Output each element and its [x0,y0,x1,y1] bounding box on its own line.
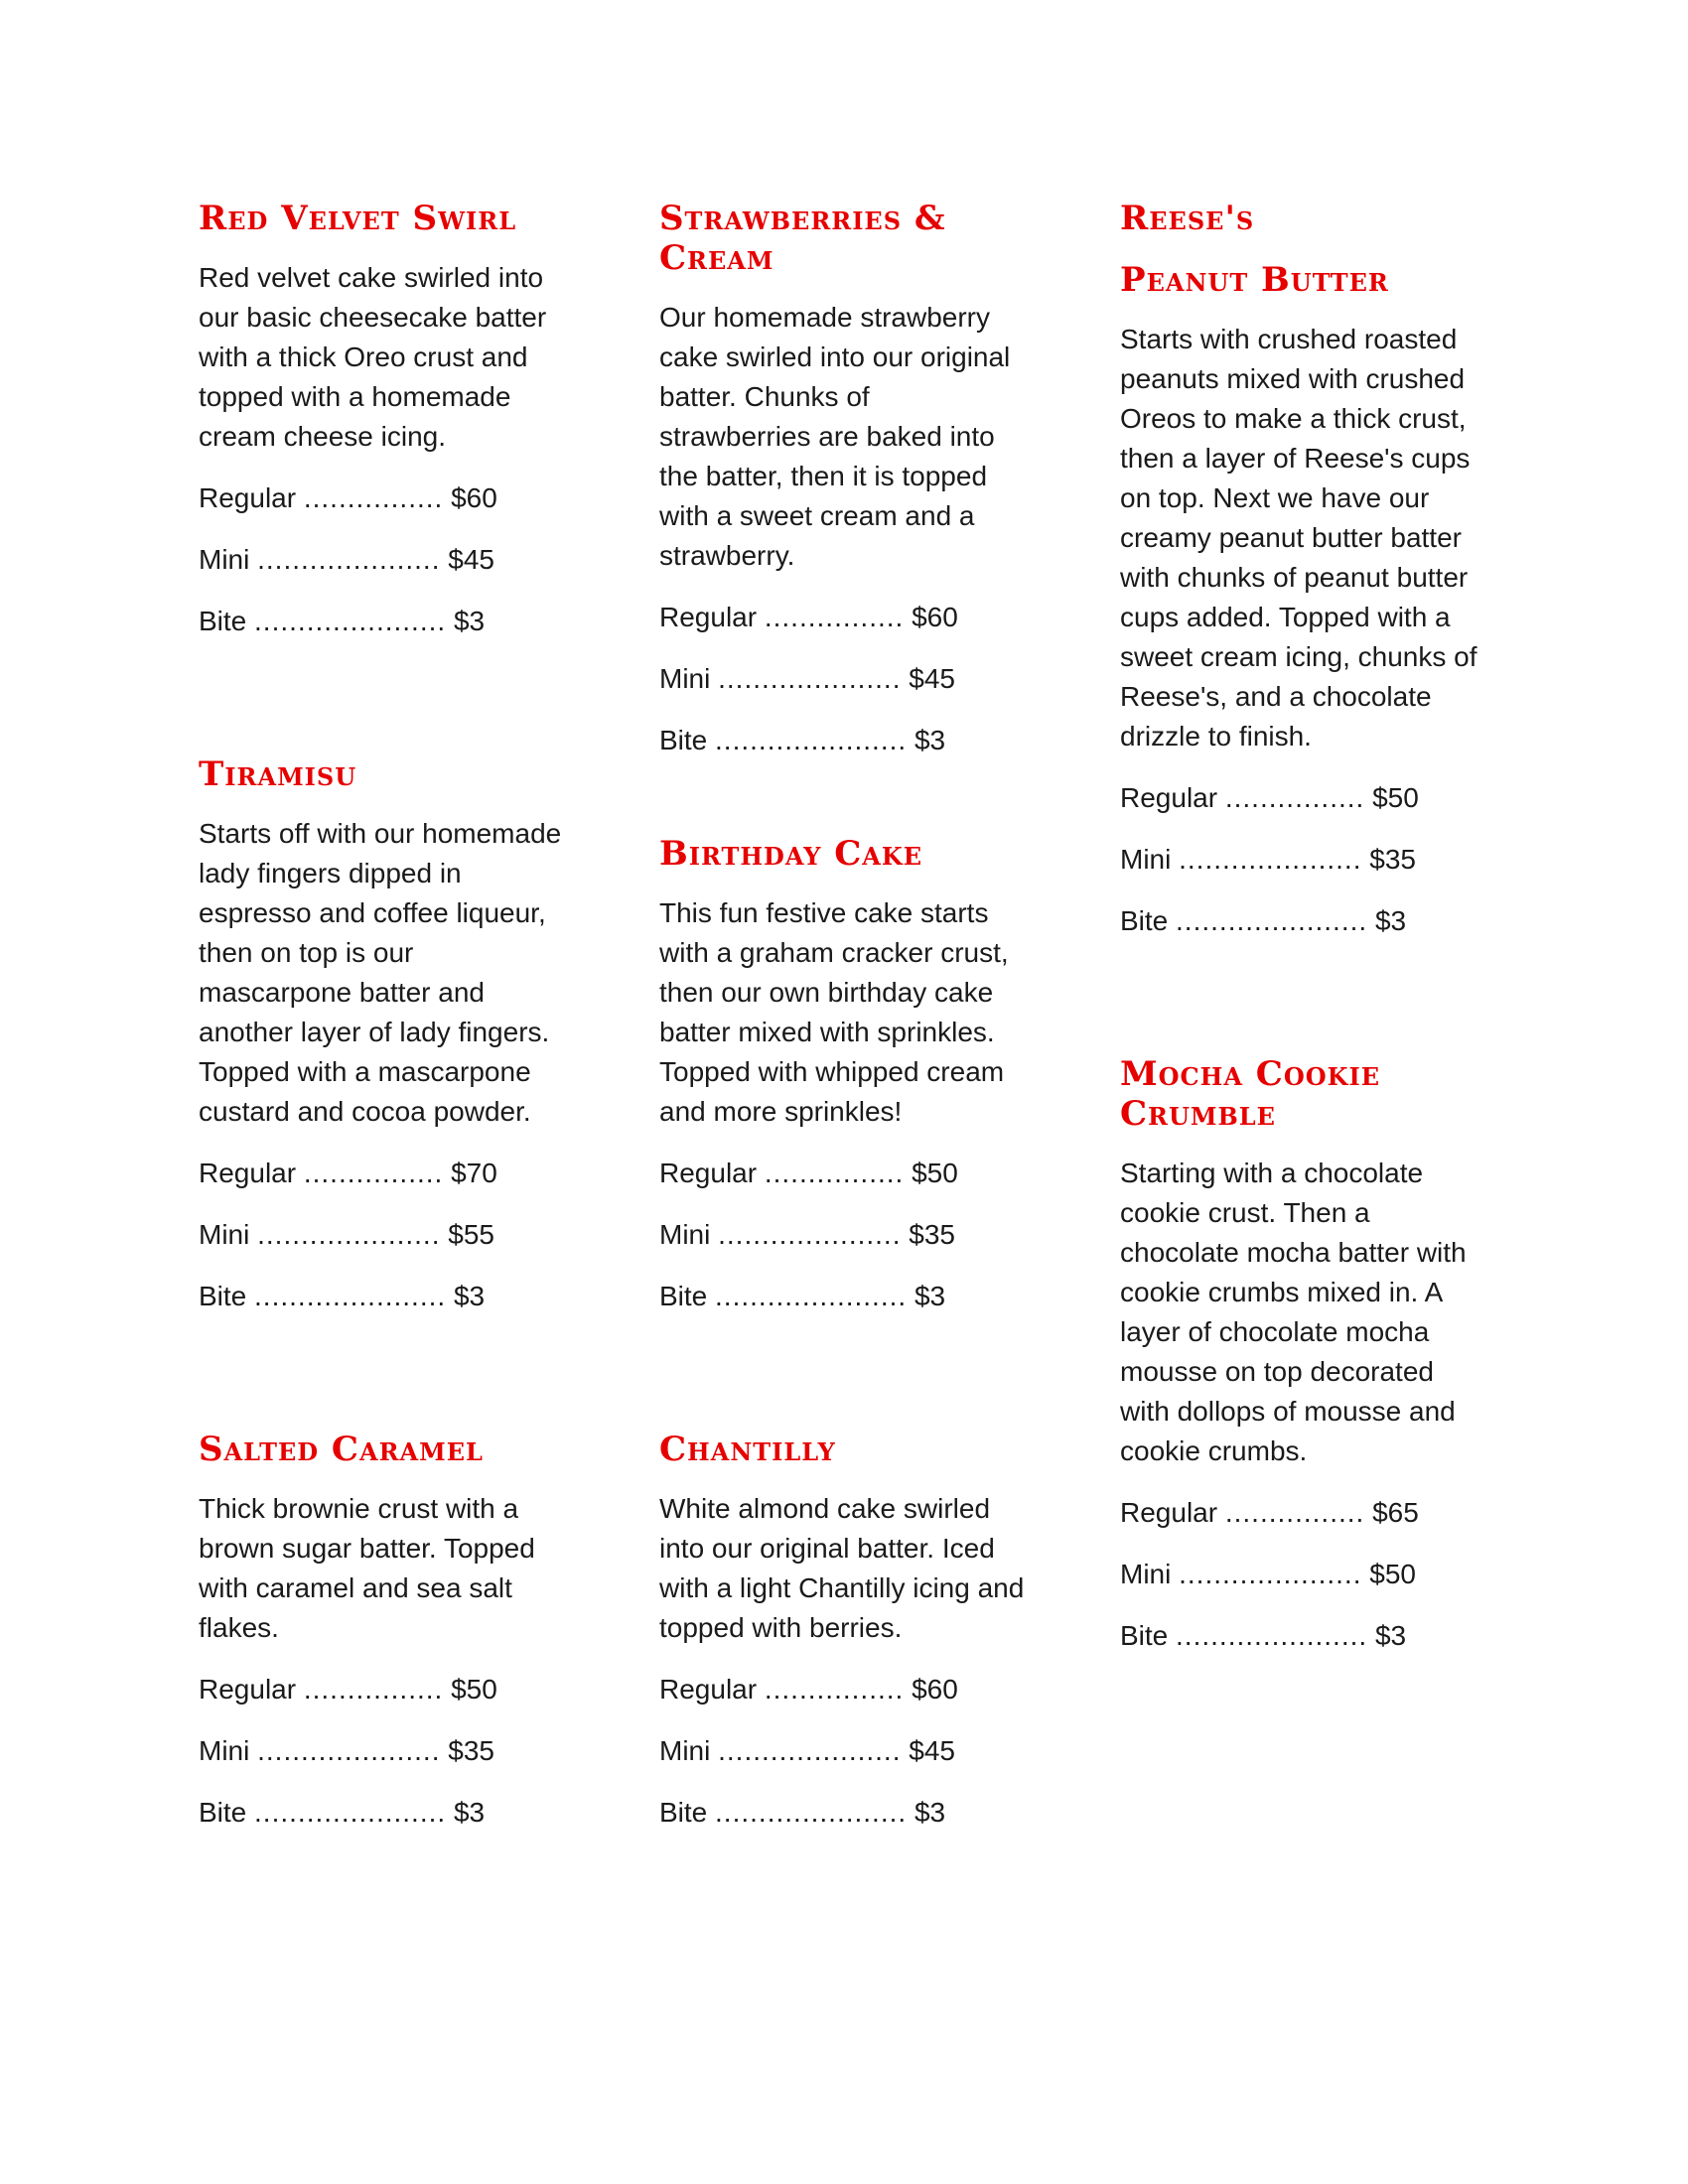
item-title [199,199,566,238]
price-row-bite [659,1793,1027,1833]
price-leader: ................ [1224,782,1365,813]
price-leader: ................ [303,482,444,513]
item-description: Starts with crushed roasted peanuts mixed with crushed Oreos to make a thick crust, then a layer of Reese's cups on top. Next we have our creamy peanut butter batter with chunks of peanut butter cups added. Topped with a sweet cream icing, chunks of Reese's, and a chocolate drizzle to finish. [1120,324,1477,751]
menu-item-chantilly [659,1430,1027,1854]
price-label: Bite [659,1797,708,1828]
price-label: Regular [1120,1497,1218,1528]
price-value: $55 [448,1219,494,1250]
price-leader: ...................... [1176,905,1368,936]
price-list [199,1670,566,1833]
price-list [1120,1493,1487,1656]
item-title-line: Crumble [1120,1094,1276,1134]
price-row-regular [199,1154,566,1193]
price-value: $3 [453,1797,486,1828]
menu-item-reeses-peanut-butter [1120,199,1487,963]
price-row-mini [1120,840,1487,880]
item-title-line: Mocha Cookie [1120,1054,1381,1094]
menu-item-salted-caramel [199,1430,566,1854]
price-leader: ..................... [718,663,902,694]
price-leader: ...................... [715,1797,908,1828]
price-row-regular [659,1670,1027,1709]
price-row-mini [659,659,1027,699]
item-description: Starting with a chocolate cookie crust. Then a chocolate mocha batter with cookie crumbs mixed in. A layer of chocolate mocha mousse on top decorated with dollops of mousse and cookie crumbs. [1120,1158,1467,1466]
item-title [659,1430,1027,1469]
price-label: Regular [199,1674,297,1705]
price-label: Mini [1120,844,1172,875]
price-value: $60 [451,482,497,513]
price-label: Bite [1120,1620,1169,1651]
price-leader: ..................... [718,1219,902,1250]
item-title-line: Birthday Cake [659,834,923,874]
price-leader: ..................... [257,1219,441,1250]
price-row-regular [199,478,566,518]
price-value: $65 [1372,1497,1419,1528]
price-list [199,478,566,641]
price-value: $60 [912,1674,958,1705]
price-label: Regular [659,1158,758,1188]
price-value: $3 [1374,1620,1407,1651]
price-list [659,1154,1027,1316]
price-value: $35 [1369,844,1416,875]
price-label: Mini [199,544,250,575]
price-value: $3 [453,1281,486,1311]
item-description: This fun festive cake starts with a graham cracker crust, then our own birthday cake batter mixed with sprinkles. Topped with whipped cream and more sprinkles! [659,897,1009,1127]
price-value: $3 [453,606,486,636]
item-title-line: Tiramisu [199,754,357,794]
price-value: $50 [1372,782,1419,813]
price-value: $45 [448,544,494,575]
item-title [659,834,1027,874]
price-label: Mini [1120,1559,1172,1589]
price-row-bite [199,602,566,641]
item-title [199,754,566,794]
menu-item-tiramisu [199,754,566,1338]
price-list [1120,778,1487,941]
title-spacer [1120,238,1487,260]
price-label: Regular [659,602,758,632]
item-title-line: Peanut Butter [1120,260,1389,300]
item-title-line: Reese's [1120,199,1255,238]
item-title-line: Red Velvet Swirl [199,199,517,238]
price-leader: ..................... [257,1735,441,1766]
price-leader: ...................... [254,1281,447,1311]
price-leader: ................ [1224,1497,1365,1528]
menu-item-mocha-cookie-crumble [1120,1054,1487,1678]
item-title [199,1430,566,1469]
price-row-regular [659,1154,1027,1193]
item-title [659,199,1027,278]
item-title-line: Salted Caramel [199,1430,484,1469]
price-leader: ..................... [718,1735,902,1766]
price-label: Bite [1120,905,1169,936]
price-label: Bite [199,1281,247,1311]
price-row-regular [659,598,1027,637]
price-row-regular [199,1670,566,1709]
price-label: Bite [199,1797,247,1828]
price-row-bite [659,1277,1027,1316]
price-label: Bite [659,1281,708,1311]
item-description: Thick brownie crust with a brown sugar batter. Topped with caramel and sea salt flakes. [199,1493,535,1643]
menu-item-strawberries-cream [659,199,1027,782]
price-leader: ...................... [715,725,908,755]
price-label: Bite [659,725,708,755]
price-value: $35 [448,1735,494,1766]
price-row-mini [659,1731,1027,1771]
price-list [659,598,1027,760]
price-leader: ..................... [257,544,441,575]
price-leader: ...................... [1176,1620,1368,1651]
price-leader: ................ [303,1158,444,1188]
price-row-mini [199,540,566,580]
price-row-bite [199,1277,566,1316]
price-row-mini [199,1215,566,1255]
price-row-bite [1120,1616,1487,1656]
item-description: Starts off with our homemade lady fingers dipped in espresso and coffee liqueur, then on top is our mascarpone batter and another layer of lady fingers. Topped with a mascarpone custard and cocoa powder. [199,818,562,1127]
price-value: $50 [451,1674,497,1705]
price-label: Mini [659,1219,711,1250]
price-label: Mini [659,1735,711,1766]
menu-item-red-velvet-swirl [199,199,566,663]
price-value: $3 [1374,905,1407,936]
price-value: $50 [912,1158,958,1188]
item-title [1120,199,1487,300]
price-row-regular [1120,778,1487,818]
price-row-bite [199,1793,566,1833]
item-description: Our homemade strawberry cake swirled into our original batter. Chunks of strawberries are baked into the batter, then it is topped with a sweet cream and a strawberry. [659,302,1011,571]
price-value: $35 [909,1219,955,1250]
price-row-mini [199,1731,566,1771]
item-title-line: Chantilly [659,1430,836,1469]
price-leader: ...................... [715,1281,908,1311]
price-value: $60 [912,602,958,632]
menu-item-birthday-cake [659,834,1027,1338]
item-title-line: Strawberries & [659,199,946,238]
price-value: $45 [909,1735,955,1766]
price-row-regular [1120,1493,1487,1533]
item-description: Red velvet cake swirled into our basic cheesecake batter with a thick Oreo crust and topped with a homemade cream cheese icing. [199,262,547,452]
price-label: Regular [659,1674,758,1705]
price-row-bite [659,721,1027,760]
price-value: $3 [914,1281,946,1311]
price-label: Mini [659,663,711,694]
item-description: White almond cake swirled into our original batter. Iced with a light Chantilly icing and topped with berries. [659,1493,1025,1643]
price-value: $50 [1369,1559,1416,1589]
price-leader: ................ [303,1674,444,1705]
price-label: Mini [199,1219,250,1250]
price-value: $45 [909,663,955,694]
price-label: Bite [199,606,247,636]
item-title-line: Cream [659,238,774,278]
price-value: $3 [914,725,946,755]
price-leader: ................ [764,602,905,632]
price-row-mini [659,1215,1027,1255]
price-label: Regular [199,1158,297,1188]
price-leader: ................ [764,1158,905,1188]
price-leader: ...................... [254,606,447,636]
price-list [659,1670,1027,1833]
item-title [1120,1054,1487,1134]
price-leader: ..................... [1179,1559,1362,1589]
price-leader: ..................... [1179,844,1362,875]
price-value: $3 [914,1797,946,1828]
price-leader: ................ [764,1674,905,1705]
price-label: Mini [199,1735,250,1766]
price-row-bite [1120,901,1487,941]
price-row-mini [1120,1555,1487,1594]
price-list [199,1154,566,1316]
price-value: $70 [451,1158,497,1188]
price-label: Regular [199,482,297,513]
price-label: Regular [1120,782,1218,813]
price-leader: ...................... [254,1797,447,1828]
